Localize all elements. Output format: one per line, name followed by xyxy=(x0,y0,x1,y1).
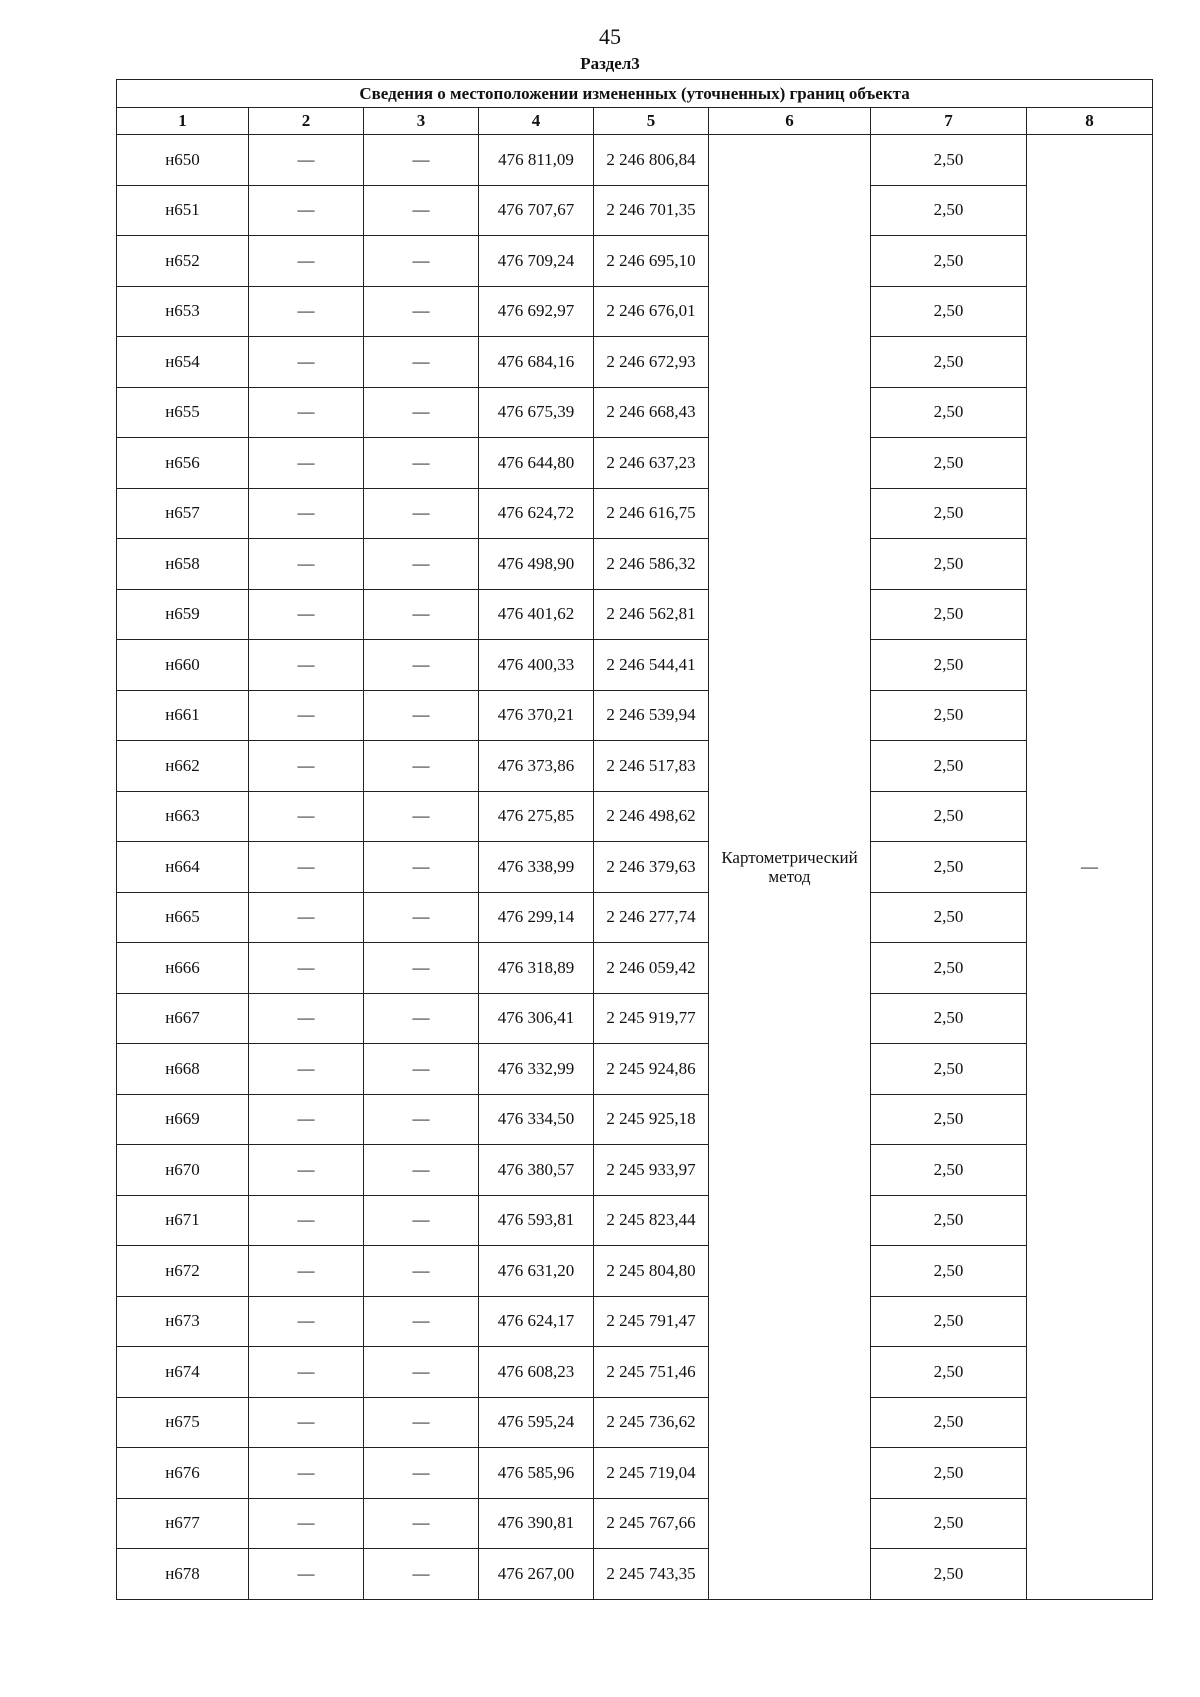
x-coordinate-cell: 476 373,86 xyxy=(479,741,594,792)
point-number-cell: н677 xyxy=(117,1498,249,1549)
table-row xyxy=(117,1498,1153,1549)
point-number-cell: н664 xyxy=(117,842,249,893)
table-row xyxy=(117,589,1153,640)
x-coordinate-cell: 476 624,72 xyxy=(479,488,594,539)
accuracy-cell: 2,50 xyxy=(871,1145,1027,1196)
point-number-cell: н670 xyxy=(117,1145,249,1196)
x-coordinate-cell: 476 608,23 xyxy=(479,1347,594,1398)
y-coordinate-cell: 2 246 277,74 xyxy=(594,892,709,943)
table-row xyxy=(117,1246,1153,1297)
column-2-cell: — xyxy=(249,539,364,590)
column-2-cell: — xyxy=(249,1195,364,1246)
table-row xyxy=(117,1549,1153,1600)
point-number-cell: н678 xyxy=(117,1549,249,1600)
column-3-cell: — xyxy=(364,1448,479,1499)
y-coordinate-cell: 2 246 672,93 xyxy=(594,337,709,388)
accuracy-cell: 2,50 xyxy=(871,539,1027,590)
table-row xyxy=(117,1195,1153,1246)
accuracy-cell: 2,50 xyxy=(871,236,1027,287)
point-number-cell: н675 xyxy=(117,1397,249,1448)
accuracy-cell: 2,50 xyxy=(871,791,1027,842)
accuracy-cell: 2,50 xyxy=(871,1296,1027,1347)
accuracy-cell: 2,50 xyxy=(871,1498,1027,1549)
point-number-cell: н653 xyxy=(117,286,249,337)
column-3-cell: — xyxy=(364,539,479,590)
x-coordinate-cell: 476 675,39 xyxy=(479,387,594,438)
column-3-cell: — xyxy=(364,1094,479,1145)
column-3-cell: — xyxy=(364,842,479,893)
point-number-cell: н655 xyxy=(117,387,249,438)
x-coordinate-cell: 476 644,80 xyxy=(479,438,594,489)
table-row xyxy=(117,185,1153,236)
page-number: 45 xyxy=(599,24,621,49)
x-coordinate-cell: 476 306,41 xyxy=(479,993,594,1044)
x-coordinate-cell: 476 624,17 xyxy=(479,1296,594,1347)
column-2-cell: — xyxy=(249,1246,364,1297)
y-coordinate-cell: 2 246 539,94 xyxy=(594,690,709,741)
point-number-cell: н663 xyxy=(117,791,249,842)
section-label: Раздел3 xyxy=(580,54,640,73)
column-3-cell: — xyxy=(364,640,479,691)
column-2-cell: — xyxy=(249,791,364,842)
y-coordinate-cell: 2 246 544,41 xyxy=(594,640,709,691)
column-2-cell: — xyxy=(249,993,364,1044)
column-2-cell: — xyxy=(249,1448,364,1499)
point-number-cell: н662 xyxy=(117,741,249,792)
point-number-cell: н668 xyxy=(117,1044,249,1095)
point-number-cell: н659 xyxy=(117,589,249,640)
table-row xyxy=(117,236,1153,287)
column-2-cell: — xyxy=(249,1044,364,1095)
accuracy-cell: 2,50 xyxy=(871,387,1027,438)
x-coordinate-cell: 476 334,50 xyxy=(479,1094,594,1145)
column-2-cell: — xyxy=(249,1498,364,1549)
x-coordinate-cell: 476 390,81 xyxy=(479,1498,594,1549)
column-2-cell: — xyxy=(249,1347,364,1398)
column-2-cell: — xyxy=(249,741,364,792)
column-3-cell: — xyxy=(364,438,479,489)
method-cell: Картометрический метод xyxy=(709,135,871,1600)
column-number: 3 xyxy=(364,108,479,135)
column-number-row xyxy=(117,108,1153,135)
accuracy-cell: 2,50 xyxy=(871,589,1027,640)
table-title: Сведения о местоположении измененных (уточненных) границ объекта xyxy=(117,80,1153,108)
accuracy-cell: 2,50 xyxy=(871,842,1027,893)
table-row xyxy=(117,488,1153,539)
y-coordinate-cell: 2 246 695,10 xyxy=(594,236,709,287)
accuracy-cell: 2,50 xyxy=(871,993,1027,1044)
column-3-cell: — xyxy=(364,387,479,438)
y-coordinate-cell: 2 245 751,46 xyxy=(594,1347,709,1398)
y-coordinate-cell: 2 246 616,75 xyxy=(594,488,709,539)
table-row xyxy=(117,1347,1153,1398)
table-row xyxy=(117,387,1153,438)
x-coordinate-cell: 476 707,67 xyxy=(479,185,594,236)
column-number: 4 xyxy=(479,108,594,135)
point-number-cell: н667 xyxy=(117,993,249,1044)
table-row xyxy=(117,690,1153,741)
y-coordinate-cell: 2 246 517,83 xyxy=(594,741,709,792)
accuracy-cell: 2,50 xyxy=(871,1397,1027,1448)
column-number: 5 xyxy=(594,108,709,135)
accuracy-cell: 2,50 xyxy=(871,690,1027,741)
column-2-cell: — xyxy=(249,943,364,994)
y-coordinate-cell: 2 245 925,18 xyxy=(594,1094,709,1145)
point-number-cell: н665 xyxy=(117,892,249,943)
column-3-cell: — xyxy=(364,236,479,287)
accuracy-cell: 2,50 xyxy=(871,185,1027,236)
table-row xyxy=(117,1044,1153,1095)
column-3-cell: — xyxy=(364,135,479,186)
point-number-cell: н651 xyxy=(117,185,249,236)
accuracy-cell: 2,50 xyxy=(871,1094,1027,1145)
column-3-cell: — xyxy=(364,993,479,1044)
table-row xyxy=(117,135,1153,186)
y-coordinate-cell: 2 246 676,01 xyxy=(594,286,709,337)
column-3-cell: — xyxy=(364,1498,479,1549)
column-3-cell: — xyxy=(364,1549,479,1600)
accuracy-cell: 2,50 xyxy=(871,1347,1027,1398)
accuracy-cell: 2,50 xyxy=(871,1044,1027,1095)
column-2-cell: — xyxy=(249,185,364,236)
y-coordinate-cell: 2 246 806,84 xyxy=(594,135,709,186)
accuracy-cell: 2,50 xyxy=(871,943,1027,994)
accuracy-cell: 2,50 xyxy=(871,1246,1027,1297)
column-3-cell: — xyxy=(364,1044,479,1095)
column-3-cell: — xyxy=(364,1347,479,1398)
accuracy-cell: 2,50 xyxy=(871,488,1027,539)
y-coordinate-cell: 2 245 719,04 xyxy=(594,1448,709,1499)
x-coordinate-cell: 476 811,09 xyxy=(479,135,594,186)
y-coordinate-cell: 2 245 924,86 xyxy=(594,1044,709,1095)
x-coordinate-cell: 476 332,99 xyxy=(479,1044,594,1095)
x-coordinate-cell: 476 318,89 xyxy=(479,943,594,994)
accuracy-cell: 2,50 xyxy=(871,1448,1027,1499)
y-coordinate-cell: 2 245 933,97 xyxy=(594,1145,709,1196)
table-row xyxy=(117,791,1153,842)
column-3-cell: — xyxy=(364,892,479,943)
y-coordinate-cell: 2 246 498,62 xyxy=(594,791,709,842)
column-2-cell: — xyxy=(249,690,364,741)
table-row xyxy=(117,943,1153,994)
x-coordinate-cell: 476 401,62 xyxy=(479,589,594,640)
column-2-cell: — xyxy=(249,387,364,438)
point-number-cell: н658 xyxy=(117,539,249,590)
column-8-cell: — xyxy=(1027,135,1153,1600)
y-coordinate-cell: 2 245 823,44 xyxy=(594,1195,709,1246)
column-2-cell: — xyxy=(249,1296,364,1347)
column-3-cell: — xyxy=(364,589,479,640)
y-coordinate-cell: 2 245 919,77 xyxy=(594,993,709,1044)
table-row xyxy=(117,892,1153,943)
table-row xyxy=(117,1296,1153,1347)
table-row xyxy=(117,1448,1153,1499)
boundary-coordinates-table xyxy=(116,79,1153,1600)
column-2-cell: — xyxy=(249,236,364,287)
column-number: 7 xyxy=(871,108,1027,135)
column-3-cell: — xyxy=(364,741,479,792)
y-coordinate-cell: 2 245 767,66 xyxy=(594,1498,709,1549)
x-coordinate-cell: 476 692,97 xyxy=(479,286,594,337)
x-coordinate-cell: 476 709,24 xyxy=(479,236,594,287)
accuracy-cell: 2,50 xyxy=(871,286,1027,337)
column-3-cell: — xyxy=(364,943,479,994)
column-2-cell: — xyxy=(249,286,364,337)
x-coordinate-cell: 476 275,85 xyxy=(479,791,594,842)
column-3-cell: — xyxy=(364,185,479,236)
column-3-cell: — xyxy=(364,286,479,337)
x-coordinate-cell: 476 585,96 xyxy=(479,1448,594,1499)
y-coordinate-cell: 2 246 586,32 xyxy=(594,539,709,590)
point-number-cell: н671 xyxy=(117,1195,249,1246)
point-number-cell: н666 xyxy=(117,943,249,994)
accuracy-cell: 2,50 xyxy=(871,438,1027,489)
column-3-cell: — xyxy=(364,488,479,539)
x-coordinate-cell: 476 400,33 xyxy=(479,640,594,691)
column-2-cell: — xyxy=(249,1145,364,1196)
x-coordinate-cell: 476 631,20 xyxy=(479,1246,594,1297)
point-number-cell: н652 xyxy=(117,236,249,287)
column-3-cell: — xyxy=(364,337,479,388)
y-coordinate-cell: 2 246 379,63 xyxy=(594,842,709,893)
x-coordinate-cell: 476 267,00 xyxy=(479,1549,594,1600)
table-row xyxy=(117,438,1153,489)
x-coordinate-cell: 476 498,90 xyxy=(479,539,594,590)
column-2-cell: — xyxy=(249,135,364,186)
column-3-cell: — xyxy=(364,1145,479,1196)
x-coordinate-cell: 476 380,57 xyxy=(479,1145,594,1196)
column-3-cell: — xyxy=(364,1397,479,1448)
column-2-cell: — xyxy=(249,488,364,539)
column-2-cell: — xyxy=(249,640,364,691)
y-coordinate-cell: 2 246 059,42 xyxy=(594,943,709,994)
table-row xyxy=(117,337,1153,388)
point-number-cell: н674 xyxy=(117,1347,249,1398)
table-row xyxy=(117,1094,1153,1145)
y-coordinate-cell: 2 245 791,47 xyxy=(594,1296,709,1347)
column-3-cell: — xyxy=(364,791,479,842)
table-row xyxy=(117,741,1153,792)
accuracy-cell: 2,50 xyxy=(871,1195,1027,1246)
column-number: 6 xyxy=(709,108,871,135)
table-row xyxy=(117,1397,1153,1448)
y-coordinate-cell: 2 246 637,23 xyxy=(594,438,709,489)
x-coordinate-cell: 476 338,99 xyxy=(479,842,594,893)
y-coordinate-cell: 2 246 668,43 xyxy=(594,387,709,438)
point-number-cell: н657 xyxy=(117,488,249,539)
table-row xyxy=(117,640,1153,691)
table-row xyxy=(117,1145,1153,1196)
accuracy-cell: 2,50 xyxy=(871,892,1027,943)
x-coordinate-cell: 476 593,81 xyxy=(479,1195,594,1246)
accuracy-cell: 2,50 xyxy=(871,337,1027,388)
point-number-cell: н656 xyxy=(117,438,249,489)
column-3-cell: — xyxy=(364,1246,479,1297)
column-2-cell: — xyxy=(249,1397,364,1448)
point-number-cell: н650 xyxy=(117,135,249,186)
point-number-cell: н661 xyxy=(117,690,249,741)
x-coordinate-cell: 476 370,21 xyxy=(479,690,594,741)
column-2-cell: — xyxy=(249,892,364,943)
column-number: 1 xyxy=(117,108,249,135)
x-coordinate-cell: 476 595,24 xyxy=(479,1397,594,1448)
point-number-cell: н673 xyxy=(117,1296,249,1347)
column-2-cell: — xyxy=(249,1094,364,1145)
y-coordinate-cell: 2 246 701,35 xyxy=(594,185,709,236)
y-coordinate-cell: 2 245 736,62 xyxy=(594,1397,709,1448)
point-number-cell: н669 xyxy=(117,1094,249,1145)
table-row xyxy=(117,286,1153,337)
point-number-cell: н654 xyxy=(117,337,249,388)
table-row xyxy=(117,993,1153,1044)
point-number-cell: н676 xyxy=(117,1448,249,1499)
column-2-cell: — xyxy=(249,1549,364,1600)
accuracy-cell: 2,50 xyxy=(871,640,1027,691)
column-2-cell: — xyxy=(249,589,364,640)
x-coordinate-cell: 476 299,14 xyxy=(479,892,594,943)
table-row xyxy=(117,842,1153,893)
x-coordinate-cell: 476 684,16 xyxy=(479,337,594,388)
y-coordinate-cell: 2 246 562,81 xyxy=(594,589,709,640)
column-2-cell: — xyxy=(249,438,364,489)
column-2-cell: — xyxy=(249,337,364,388)
column-2-cell: — xyxy=(249,842,364,893)
column-number: 8 xyxy=(1027,108,1153,135)
column-3-cell: — xyxy=(364,1195,479,1246)
point-number-cell: н672 xyxy=(117,1246,249,1297)
table-row xyxy=(117,539,1153,590)
point-number-cell: н660 xyxy=(117,640,249,691)
accuracy-cell: 2,50 xyxy=(871,741,1027,792)
y-coordinate-cell: 2 245 743,35 xyxy=(594,1549,709,1600)
accuracy-cell: 2,50 xyxy=(871,1549,1027,1600)
column-3-cell: — xyxy=(364,1296,479,1347)
accuracy-cell: 2,50 xyxy=(871,135,1027,186)
column-3-cell: — xyxy=(364,690,479,741)
column-number: 2 xyxy=(249,108,364,135)
y-coordinate-cell: 2 245 804,80 xyxy=(594,1246,709,1297)
